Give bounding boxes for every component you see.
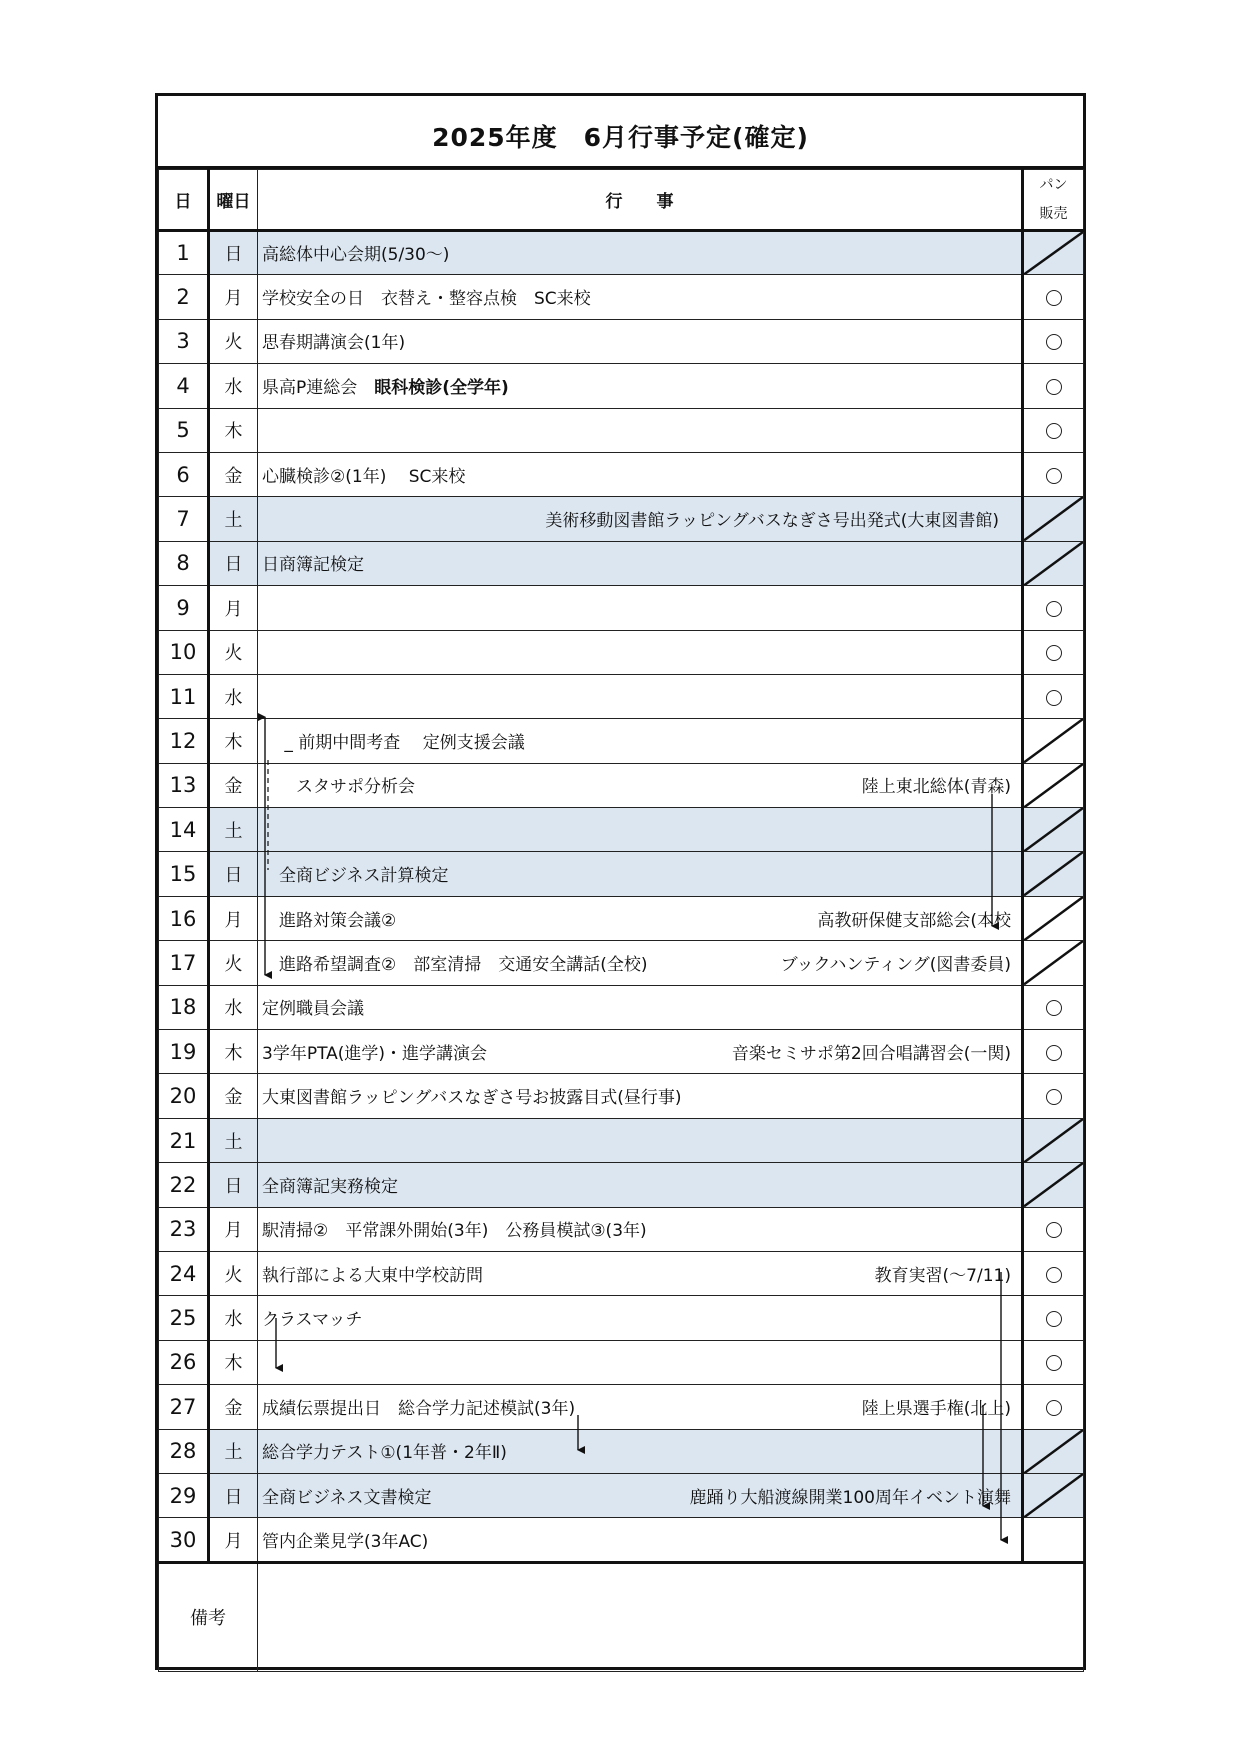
event-cell (258, 452, 1023, 496)
slash-mark-icon (1024, 542, 1083, 585)
table-row (159, 231, 1084, 275)
event-left-text: 全商簿記実務検定 (262, 1176, 398, 1197)
slash-mark-icon (1024, 1430, 1083, 1473)
weekday: 日 (209, 541, 258, 585)
bread-sale-none (1023, 1163, 1084, 1207)
table-row (159, 1074, 1084, 1118)
event-left-text: 成績伝票提出日 総合学力記述模試(3年) (262, 1398, 576, 1419)
weekday: 木 (209, 719, 258, 763)
circle-mark-icon (1046, 690, 1062, 706)
day-number: 1 (159, 231, 209, 275)
weekday: 月 (209, 586, 258, 630)
day-number: 26 (159, 1340, 209, 1384)
weekday: 水 (209, 985, 258, 1029)
table-row (159, 941, 1084, 985)
bread-sale-none (1023, 497, 1084, 541)
day-number: 15 (159, 852, 209, 896)
event-cell (258, 1118, 1023, 1162)
weekday: 水 (209, 364, 258, 408)
slash-mark-icon (1024, 1163, 1083, 1206)
weekday: 木 (209, 1030, 258, 1074)
bread-sale-available (1023, 1296, 1084, 1340)
table-row (159, 1163, 1084, 1207)
table-row (159, 408, 1084, 452)
day-number: 23 (159, 1207, 209, 1251)
event-left-text: 進路対策会議② (262, 910, 397, 931)
weekday: 日 (209, 1473, 258, 1517)
event-left-text: _ 前期中間考査 定例支援会議 (262, 732, 525, 753)
notes-row (159, 1562, 1084, 1671)
bread-sale-none (1023, 1429, 1084, 1473)
event-left-text: 総合学力テスト①(1年普・2年Ⅱ) (262, 1443, 507, 1464)
weekday: 土 (209, 808, 258, 852)
event-cell (258, 941, 1023, 985)
slash-mark-icon (1024, 941, 1083, 984)
weekday: 土 (209, 1429, 258, 1473)
day-number: 7 (159, 497, 209, 541)
day-number: 11 (159, 674, 209, 718)
day-number: 27 (159, 1385, 209, 1429)
table-row (159, 985, 1084, 1029)
day-number: 17 (159, 941, 209, 985)
event-right-text: 高教研保健支部総会(本校 (817, 910, 1011, 931)
event-cell (258, 1518, 1023, 1562)
event-cell (258, 275, 1023, 319)
circle-mark-icon (1046, 1000, 1062, 1016)
slash-mark-icon (1024, 764, 1083, 807)
table-row (159, 319, 1084, 363)
event-left-text: 心臓検診②(1年) SC来校 (262, 466, 466, 487)
bread-sale-available (1023, 1030, 1084, 1074)
weekday: 日 (209, 852, 258, 896)
weekday: 火 (209, 1251, 258, 1295)
event-cell (258, 763, 1023, 807)
header-bread-sale-line1: パン (1039, 176, 1068, 193)
circle-mark-icon (1046, 1267, 1062, 1283)
bread-sale-available (1023, 408, 1084, 452)
weekday: 火 (209, 319, 258, 363)
circle-mark-icon (1046, 379, 1062, 395)
bread-sale-none (1023, 763, 1084, 807)
slash-mark-icon (1024, 852, 1083, 895)
event-left (262, 1039, 487, 1064)
header-bread-sale-line2: 販売 (1039, 205, 1068, 222)
event-cell (258, 231, 1023, 275)
slash-mark-icon (1024, 719, 1083, 762)
day-number: 2 (159, 275, 209, 319)
weekday: 土 (209, 497, 258, 541)
event-cell (258, 630, 1023, 674)
table-row (159, 497, 1084, 541)
event-left (262, 1261, 483, 1286)
weekday: 月 (209, 275, 258, 319)
event-left (262, 1172, 398, 1197)
event-cell (258, 1163, 1023, 1207)
event-right-text: 陸上県選手権(北上) (861, 1398, 1011, 1419)
event-left (262, 906, 396, 931)
day-number: 24 (159, 1251, 209, 1295)
circle-mark-icon (1046, 1400, 1062, 1416)
table-row (159, 1251, 1084, 1295)
circle-mark-icon (1046, 423, 1062, 439)
bread-sale-none (1023, 852, 1084, 896)
event-left (262, 1305, 362, 1330)
table-row (159, 630, 1084, 674)
event-left-bold-text: 眼科検診(全学年) (374, 377, 509, 398)
event-cell (258, 896, 1023, 940)
bread-sale-none (1023, 941, 1084, 985)
day-number: 4 (159, 364, 209, 408)
event-left (262, 1394, 575, 1419)
day-number: 18 (159, 985, 209, 1029)
page-title: 2025年度 6月行事予定(確定) (158, 96, 1083, 169)
event-cell (258, 1251, 1023, 1295)
slash-mark-icon (1024, 1119, 1083, 1162)
event-cell (258, 1030, 1023, 1074)
table-row (159, 1518, 1084, 1562)
slash-mark-icon (1024, 497, 1083, 540)
bread-sale-available (1023, 319, 1084, 363)
weekday: 月 (209, 896, 258, 940)
circle-mark-icon (1046, 601, 1062, 617)
table-row (159, 896, 1084, 940)
slash-mark-icon (1024, 232, 1083, 274)
table-row (159, 1385, 1084, 1429)
event-left (262, 994, 364, 1019)
event-left-text: 高総体中心会期(5/30～) (262, 245, 450, 266)
table-row (159, 852, 1084, 896)
notes-content (258, 1562, 1084, 1671)
day-number: 14 (159, 808, 209, 852)
event-left-text: 3学年PTA(進学)・進学講演会 (262, 1043, 488, 1064)
table-row (159, 541, 1084, 585)
event-cell (258, 674, 1023, 718)
event-left-text: 日商簿記検定 (262, 555, 364, 576)
weekday: 木 (209, 1340, 258, 1384)
event-left (262, 1083, 682, 1108)
event-left-text: 学校安全の日 衣替え・整容点検 SC来校 (262, 289, 591, 310)
table-header-row (159, 170, 1084, 231)
event-left (262, 1216, 647, 1241)
event-cell (258, 364, 1023, 408)
weekday: 木 (209, 408, 258, 452)
event-left (262, 328, 405, 353)
bread-sale-none (1023, 1473, 1084, 1517)
event-left (262, 772, 415, 797)
event-right-text: 教育実習(～7/11) (874, 1265, 1011, 1286)
day-number: 28 (159, 1429, 209, 1473)
bread-sale-none (1023, 719, 1084, 763)
event-left-text: 全商ビジネス文書検定 (262, 1487, 432, 1508)
circle-mark-icon (1046, 1355, 1062, 1371)
weekday: 日 (209, 231, 258, 275)
bread-sale-available (1023, 364, 1084, 408)
table-row (159, 1473, 1084, 1517)
event-cell (258, 1473, 1023, 1517)
event-left (262, 1483, 432, 1508)
bread-sale-empty (1023, 1518, 1084, 1562)
bread-sale-available (1023, 1074, 1084, 1118)
event-left-text: 大東図書館ラッピングバスなぎさ号お披露目式(昼行事) (262, 1088, 682, 1109)
event-left-text: 思春期講演会(1年) (262, 333, 406, 354)
weekday: 金 (209, 1074, 258, 1118)
event-cell (258, 319, 1023, 363)
event-left-text: 定例職員会議 (262, 999, 364, 1020)
event-cell (258, 719, 1023, 763)
circle-mark-icon (1046, 1311, 1062, 1327)
event-cell (258, 808, 1023, 852)
weekday: 日 (209, 1163, 258, 1207)
bread-sale-available (1023, 674, 1084, 718)
bread-sale-available (1023, 1385, 1084, 1429)
table-row (159, 674, 1084, 718)
table-row (159, 1030, 1084, 1074)
table-row (159, 1296, 1084, 1340)
table-row (159, 364, 1084, 408)
bread-sale-none (1023, 541, 1084, 585)
bread-sale-none (1023, 896, 1084, 940)
event-left-text: クラスマッチ (262, 1310, 363, 1331)
slash-mark-icon (1024, 808, 1083, 851)
weekday: 土 (209, 1118, 258, 1162)
event-left (262, 284, 591, 309)
weekday: 水 (209, 674, 258, 718)
event-right-text: 美術移動図書館ラッピングバスなぎさ号出発式(大東図書館) (545, 511, 999, 532)
day-number: 30 (159, 1518, 209, 1562)
day-number: 3 (159, 319, 209, 363)
day-number: 19 (159, 1030, 209, 1074)
event-cell (258, 1074, 1023, 1118)
table-row (159, 763, 1084, 807)
event-left (262, 728, 525, 753)
event-left-text: スタサポ分析会 (262, 777, 415, 798)
table-row (159, 275, 1084, 319)
event-left (262, 1527, 428, 1552)
header-events: 行 事 (258, 170, 1023, 231)
event-cell (258, 1340, 1023, 1384)
circle-mark-icon (1046, 334, 1062, 350)
header-day: 日 (159, 170, 209, 231)
day-number: 6 (159, 452, 209, 496)
schedule-table (158, 169, 1084, 1672)
event-left (262, 861, 449, 886)
slash-mark-icon (1024, 897, 1083, 940)
circle-mark-icon (1046, 290, 1062, 306)
slash-mark-icon (1024, 1474, 1083, 1517)
event-right-text: 陸上東北総体(青森) (861, 777, 1011, 798)
event-left-text: 進路希望調査② 部室清掃 交通安全講話(全校) (262, 954, 648, 975)
circle-mark-icon (1046, 468, 1062, 484)
bread-sale-none (1023, 231, 1084, 275)
event-cell (258, 1207, 1023, 1251)
event-cell (258, 586, 1023, 630)
event-left (262, 550, 364, 575)
bread-sale-available (1023, 586, 1084, 630)
event-cell (258, 408, 1023, 452)
event-left (262, 950, 648, 975)
event-cell (258, 541, 1023, 585)
weekday: 火 (209, 630, 258, 674)
bread-sale-available (1023, 1207, 1084, 1251)
bread-sale-available (1023, 1340, 1084, 1384)
day-number: 20 (159, 1074, 209, 1118)
weekday: 金 (209, 452, 258, 496)
day-number: 21 (159, 1118, 209, 1162)
circle-mark-icon (1046, 1045, 1062, 1061)
event-left-text: 執行部による大東中学校訪問 (262, 1265, 483, 1286)
event-cell (258, 985, 1023, 1029)
day-number: 25 (159, 1296, 209, 1340)
table-row (159, 1429, 1084, 1473)
event-cell (258, 497, 1023, 541)
weekday: 火 (209, 941, 258, 985)
weekday: 金 (209, 1385, 258, 1429)
day-number: 13 (159, 763, 209, 807)
bread-sale-available (1023, 452, 1084, 496)
event-left (262, 462, 465, 487)
circle-mark-icon (1046, 1222, 1062, 1238)
event-right-text: 鹿踊り大船渡線開業100周年イベント演舞 (689, 1487, 1011, 1508)
schedule-sheet (155, 93, 1086, 1670)
event-cell (258, 1385, 1023, 1429)
event-left (262, 240, 449, 265)
day-number: 9 (159, 586, 209, 630)
bread-sale-available (1023, 1251, 1084, 1295)
bread-sale-available (1023, 985, 1084, 1029)
header-bread-sale (1023, 170, 1084, 231)
event-left-text: 駅清掃② 平常課外開始(3年) 公務員模試③(3年) (262, 1221, 647, 1242)
event-left (262, 1438, 507, 1463)
event-right-text: ブックハンティング(図書委員) (780, 954, 1011, 975)
bread-sale-none (1023, 1118, 1084, 1162)
day-number: 5 (159, 408, 209, 452)
table-row (159, 1207, 1084, 1251)
bread-sale-available (1023, 275, 1084, 319)
table-row (159, 586, 1084, 630)
weekday: 金 (209, 763, 258, 807)
event-cell (258, 852, 1023, 896)
event-cell (258, 1296, 1023, 1340)
weekday: 水 (209, 1296, 258, 1340)
day-number: 22 (159, 1163, 209, 1207)
table-row (159, 1340, 1084, 1384)
day-number: 16 (159, 896, 209, 940)
header-weekday: 曜日 (209, 170, 258, 231)
day-number: 8 (159, 541, 209, 585)
event-left (262, 373, 509, 398)
circle-mark-icon (1046, 645, 1062, 661)
event-cell (258, 1429, 1023, 1473)
bread-sale-none (1023, 808, 1084, 852)
event-right-text: 音楽セミサポ第2回合唱講習会(一関) (731, 1043, 1011, 1064)
table-row (159, 808, 1084, 852)
day-number: 10 (159, 630, 209, 674)
day-number: 29 (159, 1473, 209, 1517)
event-left-text: 全商ビジネス計算検定 (262, 866, 449, 887)
weekday: 月 (209, 1518, 258, 1562)
table-row (159, 719, 1084, 763)
event-left-text: 管内企業見学(3年AC) (262, 1531, 429, 1552)
weekday: 月 (209, 1207, 258, 1251)
event-left-text: 県高P連総会 (262, 377, 375, 398)
table-row (159, 452, 1084, 496)
bread-sale-available (1023, 630, 1084, 674)
notes-label: 備考 (159, 1562, 258, 1671)
table-row (159, 1118, 1084, 1162)
circle-mark-icon (1046, 1089, 1062, 1105)
day-number: 12 (159, 719, 209, 763)
